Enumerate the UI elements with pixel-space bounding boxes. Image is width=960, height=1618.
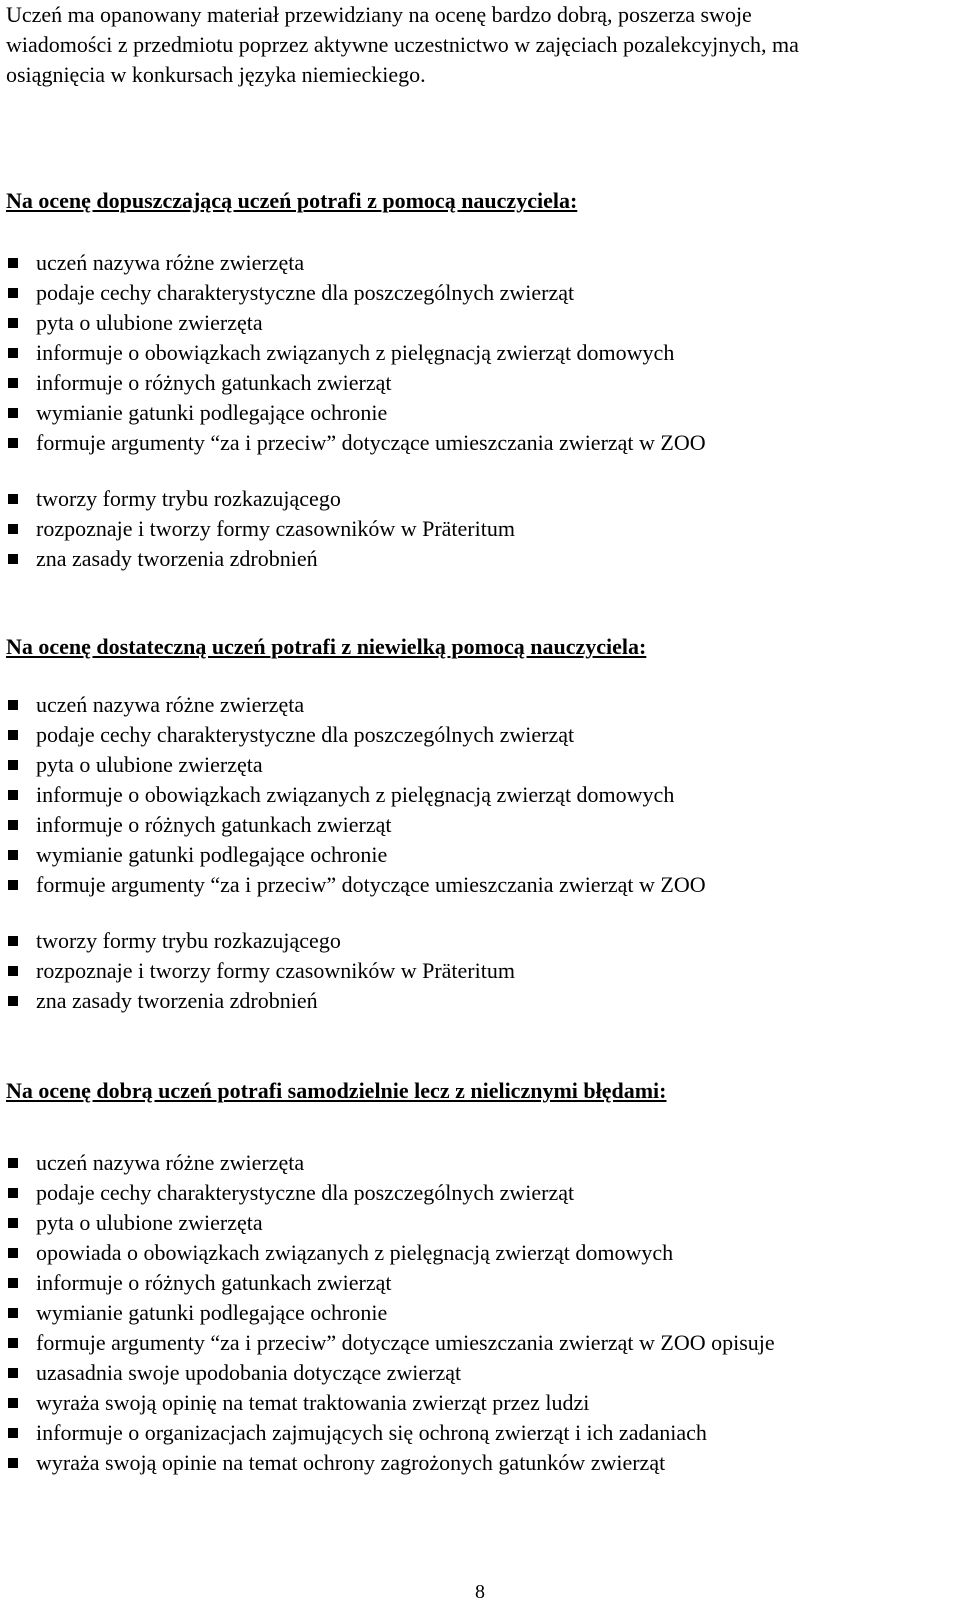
square-bullet-icon: [8, 438, 18, 448]
square-bullet-icon: [8, 1458, 18, 1468]
list-item: uczeń nazywa różne zwierzęta: [6, 690, 706, 720]
square-bullet-icon: [8, 850, 18, 860]
square-bullet-icon: [8, 1158, 18, 1168]
square-bullet-icon: [8, 408, 18, 418]
list-item: tworzy formy trybu rozkazującego: [6, 484, 515, 514]
section3-list: [6, 1148, 775, 1478]
list-item: podaje cechy charakterystyczne dla poszczególnych zwierząt: [6, 278, 706, 308]
intro-line: wiadomości z przedmiotu poprzez aktywne uczestnictwo w zajęciach pozalekcyjnych, ma: [6, 32, 799, 57]
list-item: formuje argumenty “za i przeciw” dotyczące umieszczania zwierząt w ZOO: [6, 428, 706, 458]
square-bullet-icon: [8, 1338, 18, 1348]
square-bullet-icon: [8, 700, 18, 710]
list-item: pyta o ulubione zwierzęta: [6, 750, 706, 780]
list-item: opowiada o obowiązkach związanych z pielęgnacją zwierząt domowych: [6, 1238, 775, 1268]
list-item: rozpoznaje i tworzy formy czasowników w Präteritum: [6, 514, 515, 544]
section-heading-dobra: Na ocenę dobrą uczeń potrafi samodzielnie lecz z nielicznymi błędami:: [6, 1078, 667, 1103]
list-item: wymianie gatunki podlegające ochronie: [6, 398, 706, 428]
square-bullet-icon: [8, 1428, 18, 1438]
list-item: wyraża swoją opinię na temat traktowania zwierząt przez ludzi: [6, 1388, 775, 1418]
intro-paragraph: [6, 0, 799, 90]
square-bullet-icon: [8, 880, 18, 890]
square-bullet-icon: [8, 1278, 18, 1288]
list-item: zna zasady tworzenia zdrobnień: [6, 986, 515, 1016]
list-item: informuje o obowiązkach związanych z pielęgnacją zwierząt domowych: [6, 338, 706, 368]
square-bullet-icon: [8, 760, 18, 770]
square-bullet-icon: [8, 494, 18, 504]
square-bullet-icon: [8, 1188, 18, 1198]
section1-list-a: [6, 248, 706, 458]
list-item: informuje o obowiązkach związanych z pielęgnacją zwierząt domowych: [6, 780, 706, 810]
square-bullet-icon: [8, 554, 18, 564]
list-item: podaje cechy charakterystyczne dla poszczególnych zwierząt: [6, 720, 706, 750]
section2-list-b: [6, 926, 515, 1016]
list-item: uczeń nazywa różne zwierzęta: [6, 248, 706, 278]
square-bullet-icon: [8, 730, 18, 740]
list-item: informuje o organizacjach zajmujących się ochroną zwierząt i ich zadaniach: [6, 1418, 775, 1448]
intro-line: osiągnięcia w konkursach języka niemieckiego.: [6, 62, 426, 87]
square-bullet-icon: [8, 1398, 18, 1408]
square-bullet-icon: [8, 288, 18, 298]
list-item: informuje o różnych gatunkach zwierząt: [6, 368, 706, 398]
square-bullet-icon: [8, 1368, 18, 1378]
list-item: pyta o ulubione zwierzęta: [6, 308, 706, 338]
list-item: zna zasady tworzenia zdrobnień: [6, 544, 515, 574]
square-bullet-icon: [8, 1248, 18, 1258]
square-bullet-icon: [8, 1308, 18, 1318]
page-number: 8: [475, 1581, 485, 1603]
list-item: tworzy formy trybu rozkazującego: [6, 926, 515, 956]
square-bullet-icon: [8, 820, 18, 830]
section-heading-dostateczna: Na ocenę dostateczną uczeń potrafi z niewielką pomocą nauczyciela:: [6, 634, 647, 659]
list-item: informuje o różnych gatunkach zwierząt: [6, 810, 706, 840]
section1-list-b: [6, 484, 515, 574]
square-bullet-icon: [8, 318, 18, 328]
square-bullet-icon: [8, 936, 18, 946]
square-bullet-icon: [8, 524, 18, 534]
list-item: formuje argumenty “za i przeciw” dotyczące umieszczania zwierząt w ZOO: [6, 870, 706, 900]
list-item: informuje o różnych gatunkach zwierząt: [6, 1268, 775, 1298]
square-bullet-icon: [8, 1218, 18, 1228]
square-bullet-icon: [8, 258, 18, 268]
intro-line: Uczeń ma opanowany materiał przewidziany na ocenę bardzo dobrą, poszerza swoje: [6, 2, 752, 27]
list-item: wymianie gatunki podlegające ochronie: [6, 840, 706, 870]
list-item: formuje argumenty “za i przeciw” dotyczące umieszczania zwierząt w ZOO opisuje: [6, 1328, 775, 1358]
list-item: wyraża swoją opinie na temat ochrony zagrożonych gatunków zwierząt: [6, 1448, 775, 1478]
list-item: wymianie gatunki podlegające ochronie: [6, 1298, 775, 1328]
section2-list-a: [6, 690, 706, 900]
section-heading-dopuszczajaca: Na ocenę dopuszczającą uczeń potrafi z pomocą nauczyciela:: [6, 188, 578, 213]
square-bullet-icon: [8, 966, 18, 976]
list-item: rozpoznaje i tworzy formy czasowników w Präteritum: [6, 956, 515, 986]
square-bullet-icon: [8, 378, 18, 388]
list-item: uzasadnia swoje upodobania dotyczące zwierząt: [6, 1358, 775, 1388]
square-bullet-icon: [8, 348, 18, 358]
list-item: pyta o ulubione zwierzęta: [6, 1208, 775, 1238]
list-item: uczeń nazywa różne zwierzęta: [6, 1148, 775, 1178]
list-item: podaje cechy charakterystyczne dla poszczególnych zwierząt: [6, 1178, 775, 1208]
square-bullet-icon: [8, 790, 18, 800]
square-bullet-icon: [8, 996, 18, 1006]
